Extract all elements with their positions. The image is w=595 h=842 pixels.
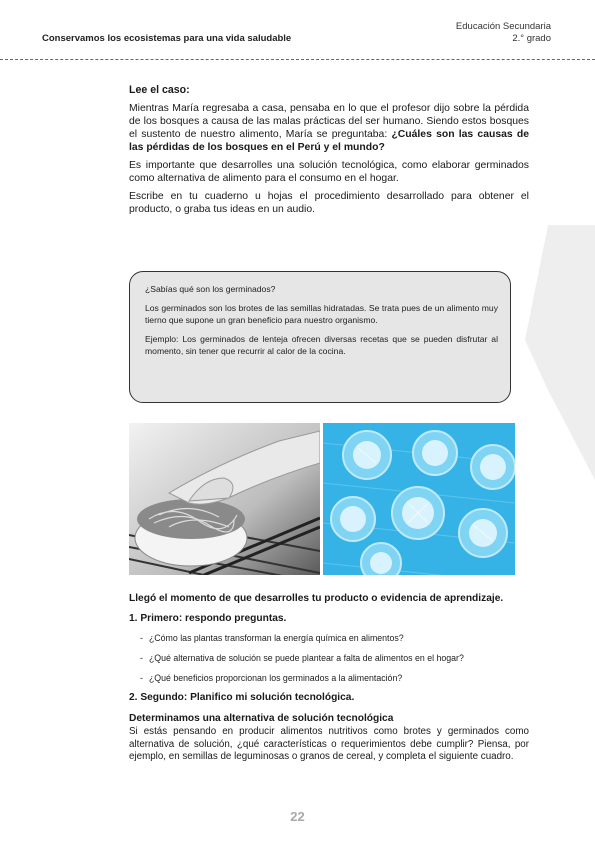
callout-example: Ejemplo: Los germinados de lenteja ofrecen diversas recetas que se pueden disfrutar al momento, sin tener que recurrir al calor de la cocina.: [145, 333, 498, 357]
callout-definition: Los germinados son los brotes de las semillas hidratadas. Se trata pues de un alimento muy tierno que supone un gran beneficio para nuestro organismo.: [145, 302, 498, 326]
bullet-dash: -: [140, 653, 143, 663]
photo-noodle-bowl: [129, 423, 320, 575]
question-3: ¿Qué beneficios proporcionan los germinados a la alimentación?: [148, 673, 403, 683]
case-paragraph: [129, 102, 529, 154]
header-title: Conservamos los ecosistemas para una vida saludable: [42, 33, 292, 44]
question-2: ¿Qué alternativa de solución se puede plantear a falta de alimentos en el hogar?: [148, 653, 464, 663]
header-level: Educación Secundaria: [455, 21, 551, 32]
header-grade: 2.° grado: [512, 33, 551, 44]
subheading: Determinamos una alternativa de solución tecnológica: [129, 713, 394, 724]
bullet-dash: -: [140, 673, 143, 683]
case-question: ¿Cuáles son las causas de las pérdidas de los bosques en el Perú y el mundo?: [129, 129, 529, 153]
step2-heading: 2. Segundo: Planifico mi solución tecnológica.: [129, 692, 355, 703]
germinados-callout: [129, 271, 511, 403]
list-item: [140, 633, 404, 643]
list-item: [140, 653, 464, 663]
final-paragraph-wrap: [129, 726, 529, 764]
header-divider: [0, 59, 595, 60]
photo-sprout-bowls: [323, 423, 515, 575]
page-number: 22: [290, 809, 305, 824]
section-moment-heading: Llegó el momento de que desarrolles tu producto o evidencia de aprendizaje.: [129, 593, 504, 604]
case-paragraph-3: Escribe en tu cuaderno u hojas el procedimiento desarrollado para obtener el producto, o graba tus ideas en un audio.: [129, 191, 529, 215]
bullet-dash: -: [140, 633, 143, 643]
case-section: [129, 84, 529, 216]
final-paragraph: Si estás pensando en producir alimentos nutritivos como brotes y germinados como alternativa de solución, ¿qué características o requerimientos debe cumplir? Piensa, por ejemplo, en semillas de leguminosas o granos de cereal, y completa el siguiente cuadro.: [129, 726, 529, 763]
callout-question: ¿Sabías qué son los germinados?: [145, 284, 276, 294]
case-heading: Lee el caso:: [129, 84, 190, 96]
case-paragraph-text: Mientras María regresaba a casa, pensaba en lo que el profesor dijo sobre la pérdida de los bosques a causa de las malas prácticas del ser humano. Siendo estos bosques el sustento de nuestro alimento, María se preguntaba:: [129, 103, 529, 140]
case-paragraph-2: Es importante que desarrolles una solución tecnológica, como elaborar germinados como alternativa de alimento para el consumo en el hogar.: [129, 160, 529, 184]
question-1: ¿Cómo las plantas transforman la energía química en alimentos?: [148, 633, 404, 643]
header-level-grade: [456, 21, 551, 45]
step1-heading: 1. Primero: respondo preguntas.: [129, 613, 287, 624]
list-item: [140, 673, 402, 683]
